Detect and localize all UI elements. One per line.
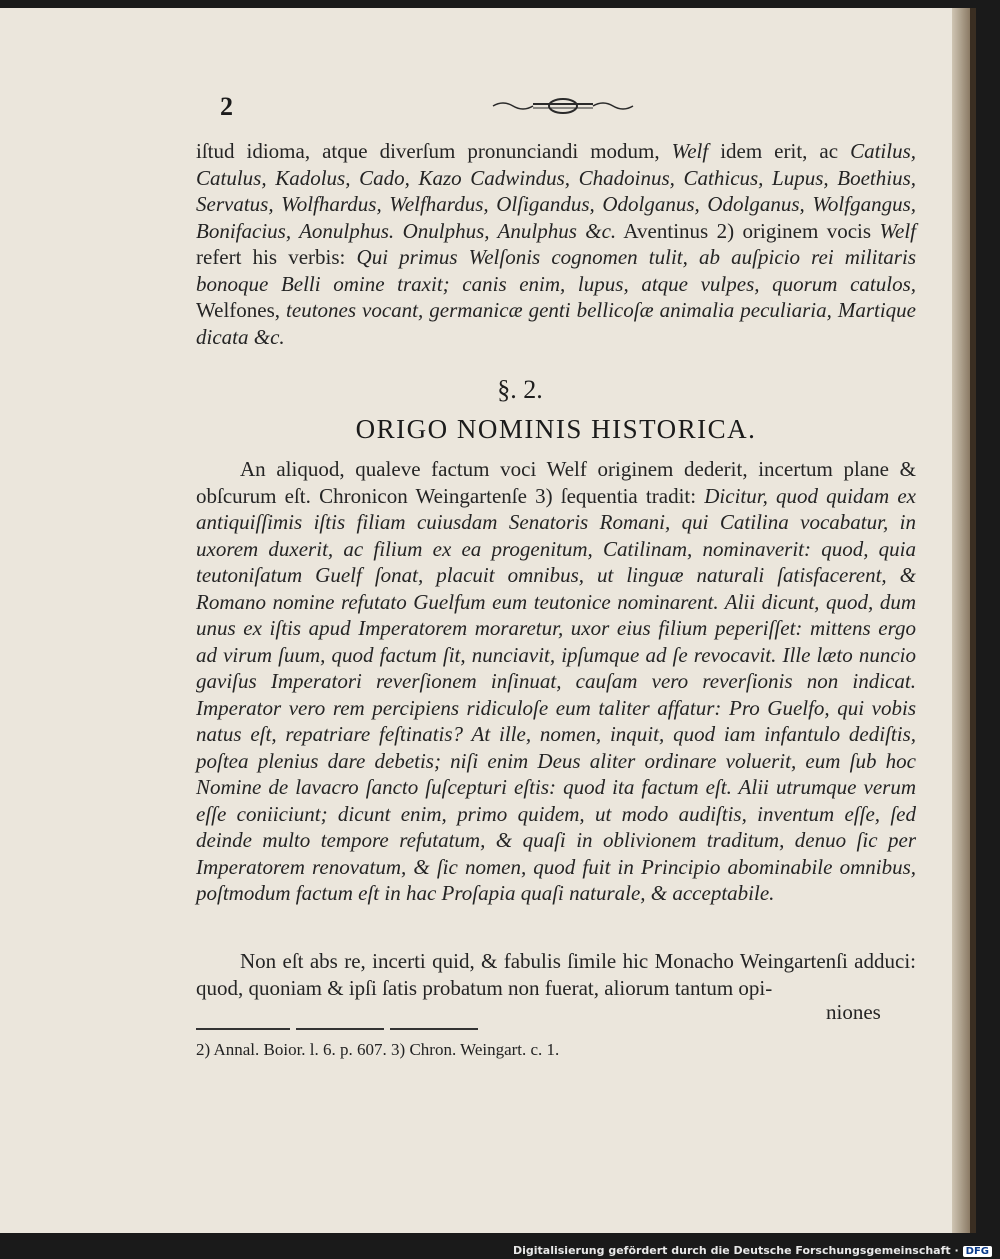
decorative-scroll-ornament-icon: [488, 96, 638, 116]
footnote-rule-2: [296, 1028, 384, 1030]
paragraph-3: [196, 948, 916, 1001]
p1-text-c: Aventinus 2) originem vocis: [616, 218, 880, 243]
p1-quote-a: Qui primus Welſonis cognomen tulit, ab auſpicio rei militaris bonoque Belli omine traxit; canis enim, lupus, atque vulpes, quorum catulos,: [196, 245, 916, 296]
p1-text-d: refert his verbis:: [196, 245, 357, 269]
footnote-rule-3: [390, 1028, 478, 1030]
p3-text: Non eſt abs re, incerti quid, & fabulis ſimile hic Monacho Weingartenſi adduci: quod, quoniam & ipſi ſatis probatum non fuerat, aliorum tantum opi-: [196, 949, 916, 1000]
digitization-credit: [513, 1244, 992, 1257]
footnote-rule-1: [196, 1028, 290, 1030]
p1-term-welf-2: Welf: [879, 218, 917, 243]
paragraph-1: [196, 138, 916, 350]
p2-lead: An aliquod, qualeve factum voci Welf originem dederit, incertum plane & obſcurum eſt. Chronicon Weingartenſe 3) ſequentia tradit:: [196, 457, 916, 508]
credit-text: Digitalisierung gefördert durch die Deutsche Forschungsgemeinschaft ·: [512, 1244, 959, 1257]
page-number: 2: [220, 92, 233, 121]
page-header: [220, 92, 780, 122]
p2-quote: Dicitur, quod quidam ex antiquiſſimis iſtis filiam cuiusdam Senatoris Romani, qui Catilina vocabatur, in uxorem duxerit, ac filium ex ea progenitum, Catilinam, nominaverit: quod, quia teutoniſatum Guelf ſonat, placuit omnibus, ut linguæ naturali ſatisfacerent, & Romano nomine refutato Guelfum eum teutonice nominarent. Alii dicunt, quod, dum unus ex iſtis apud Imperatorem moraretur, uxor eius filium peperiſſet: mittens ergo ad virum ſuum, quod factum ſit, nunciavit, ipſumque ad ſe revocavit. Ille læto nuncio gaviſus Imperatori reverſionem inſinuat, cauſam vero reverſionis non indicat. Imperator vero rem percipiens ridiculoſe eum taliter affatur: Pro Guelfo, qui vobis natus eſt, repatriare feſtinatis? At ille, nomen, inquit, quod iam infantulo dediſtis, poſtea plenius dare debetis; niſi enim Deus aliter ordinare voluerit, eum ſub hoc Nomine de lavacro ſancto ſuſcepturi eſtis: quod ita factum eſt. Alii utrumque verum eſſe coniiciunt; dicunt enim, primo quidem, ut modo audiſtis, inventum eſſe, ſed deinde multo tempore refutatum, & quaſi in oblivionem traditum, denuo ſic per Imperatorem renovatum, & ſic nomen, quod fuit in Principio abominabile omnibus, poſtmodum factum eſt in hac Proſapia quaſi naturale, & acceptabile.: [196, 483, 916, 905]
footnotes: 2) Annal. Boior. l. 6. p. 607. 3) Chron. Weingart. c. 1.: [196, 1040, 560, 1059]
p1-text-e: Welfones,: [196, 298, 287, 322]
dfg-logo-icon: DFG: [963, 1246, 992, 1257]
p1-text-a: iſtud idioma, atque diverſum pronunciandi modum,: [196, 139, 672, 163]
p1-quote-b: teutones vocant, germanicæ genti bellicoſæ animalia peculiaria, Martique dicata &c.: [196, 298, 916, 349]
section-number: §. 2.: [497, 375, 543, 404]
paragraph-2: [196, 456, 916, 907]
p1-name-list: Catilus, Catulus, Kadolus, Cado, Kazo Cadwindus, Chadoinus, Cathicus, Lupus, Boethius, Servatus, Wolfhardus, Welfhardus, Olſigandus, Odolganus, Odolganus, Wolfgangus, Bonifacius, Aonulphus. Onulphus, Anulphus &c.: [196, 139, 917, 243]
catchword: niones: [826, 1000, 881, 1024]
p1-text-b: idem erit, ac: [708, 139, 851, 163]
section-title: ORIGO NOMINIS HISTORICA.: [355, 414, 757, 444]
book-spine: [952, 8, 970, 1233]
p1-term-welf: Welf: [671, 139, 709, 163]
